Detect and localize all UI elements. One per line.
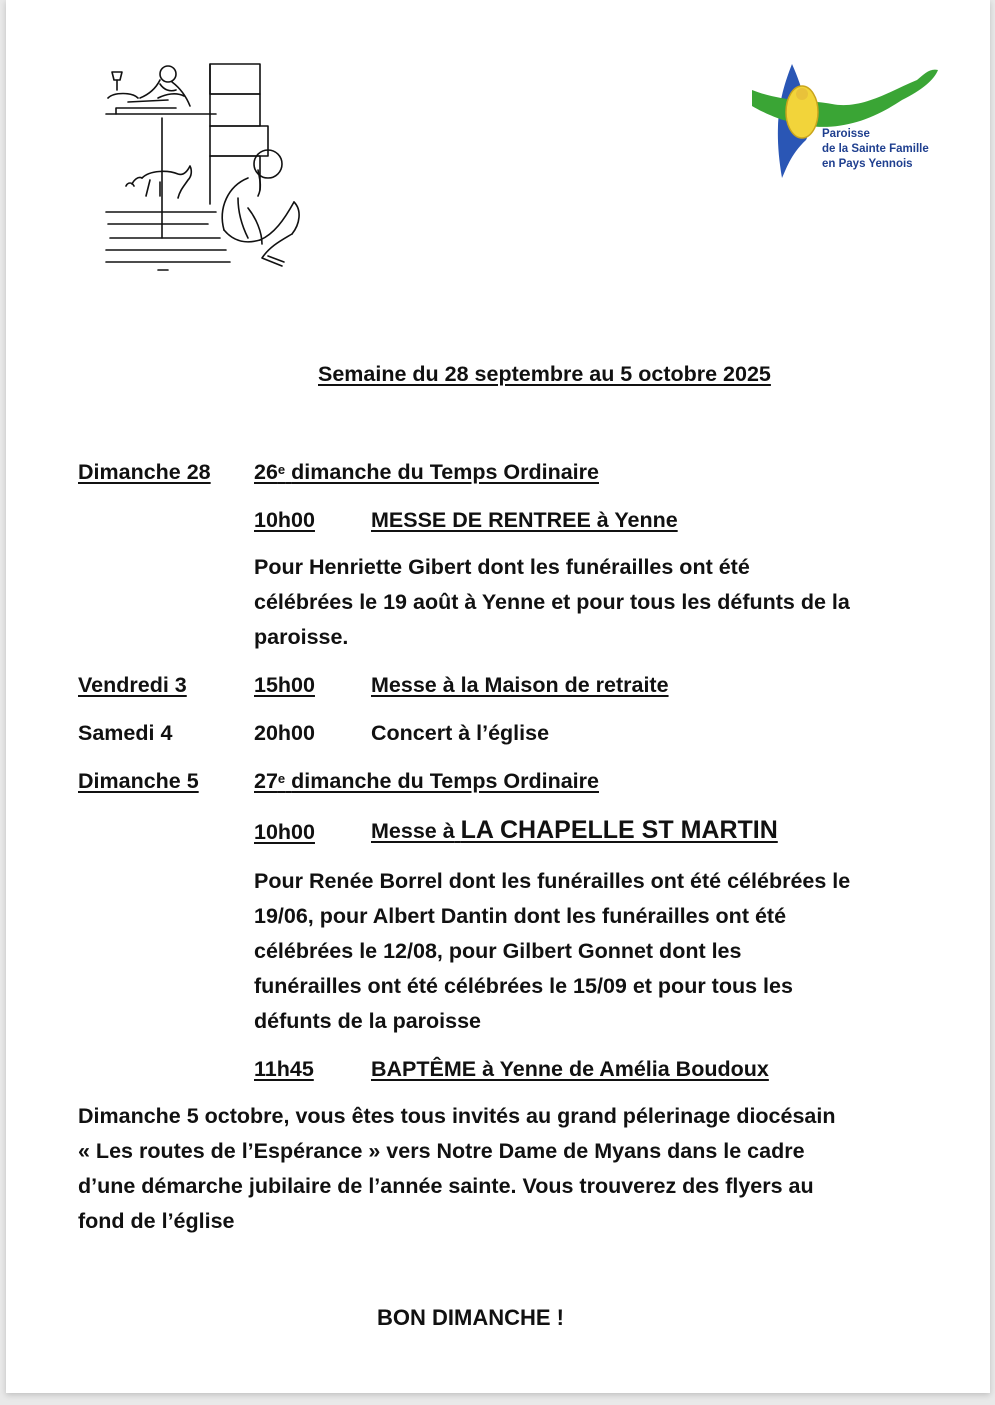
- day-dimanche-5: Dimanche 5: [78, 769, 199, 793]
- intention-line: 19/06, pour Albert Dantin dont les funérailles ont été: [254, 904, 787, 928]
- intention-defunts: [254, 864, 850, 1039]
- intention-line: célébrées le 19 août à Yenne et pour tous les défunts de la: [254, 590, 850, 614]
- time-10h00-a: 10h00: [254, 508, 315, 532]
- liturgical-label: dimanche du Temps Ordinaire: [291, 769, 599, 793]
- week-title: Semaine du 28 septembre au 5 octobre 2025: [318, 362, 771, 386]
- bulletin-page: [6, 0, 990, 1393]
- event-maison-retraite: Messe à la Maison de retraite: [371, 673, 669, 697]
- liturgical-label: dimanche du Temps Ordinaire: [291, 460, 599, 484]
- announcement-line: Dimanche 5 octobre, vous êtes tous invités au grand pélerinage diocésain: [78, 1104, 836, 1128]
- announcement-line: « Les routes de l’Espérance » vers Notre Dame de Myans dans le cadre: [78, 1139, 805, 1163]
- intention-line: Pour Renée Borrel dont les funérailles ont été célébrées le: [254, 869, 851, 893]
- day-dimanche-28: Dimanche 28: [78, 460, 211, 484]
- time-15h00: 15h00: [254, 673, 315, 697]
- day-vendredi-3: Vendredi 3: [78, 673, 187, 697]
- logo-line-3: en Pays Yennois: [822, 158, 913, 170]
- logo-line-1: Paroisse: [822, 128, 870, 140]
- intention-line: funérailles ont été célébrées le 15/09 et pour tous les: [254, 974, 793, 998]
- event-place: LA CHAPELLE ST MARTIN: [460, 816, 778, 844]
- liturgical-title-26: [254, 460, 599, 484]
- intention-henriette: [254, 550, 850, 655]
- event-concert: Concert à l’église: [371, 721, 550, 745]
- intention-line: célébrées le 12/08, pour Gilbert Gonnet dont les: [254, 939, 742, 963]
- time-20h00: 20h00: [254, 721, 315, 745]
- announcement-line: fond de l’église: [78, 1209, 235, 1233]
- time-10h00-b: 10h00: [254, 820, 315, 844]
- lazarus-illustration: [98, 58, 320, 276]
- event-bapteme: BAPTÊME à Yenne de Amélia Boudoux: [371, 1057, 769, 1081]
- day-samedi-4: Samedi 4: [78, 721, 173, 745]
- ordinal-suffix: e: [277, 771, 286, 786]
- event-messe-rentree: MESSE DE RENTREE à Yenne: [371, 508, 678, 532]
- logo-line-2: de la Sainte Famille: [822, 143, 929, 155]
- ordinal-suffix: e: [277, 462, 286, 477]
- intention-line: paroisse.: [254, 625, 349, 649]
- announcement-line: d’une démarche jubilaire de l’année sainte. Vous trouverez des flyers au: [78, 1174, 814, 1198]
- event-messe-chapelle: [371, 818, 778, 843]
- pilgrimage-announcement: [78, 1099, 836, 1239]
- ordinal: 26: [254, 460, 278, 484]
- time-11h45: 11h45: [254, 1057, 314, 1081]
- parish-name: [822, 127, 962, 172]
- ordinal: 27: [254, 769, 278, 793]
- intention-line: défunts de la paroisse: [254, 1009, 482, 1033]
- intention-line: Pour Henriette Gibert dont les funérailles ont été: [254, 555, 750, 579]
- closing-greeting: BON DIMANCHE !: [377, 1305, 564, 1330]
- event-prefix: Messe à: [371, 819, 455, 843]
- liturgical-title-27: [254, 769, 599, 793]
